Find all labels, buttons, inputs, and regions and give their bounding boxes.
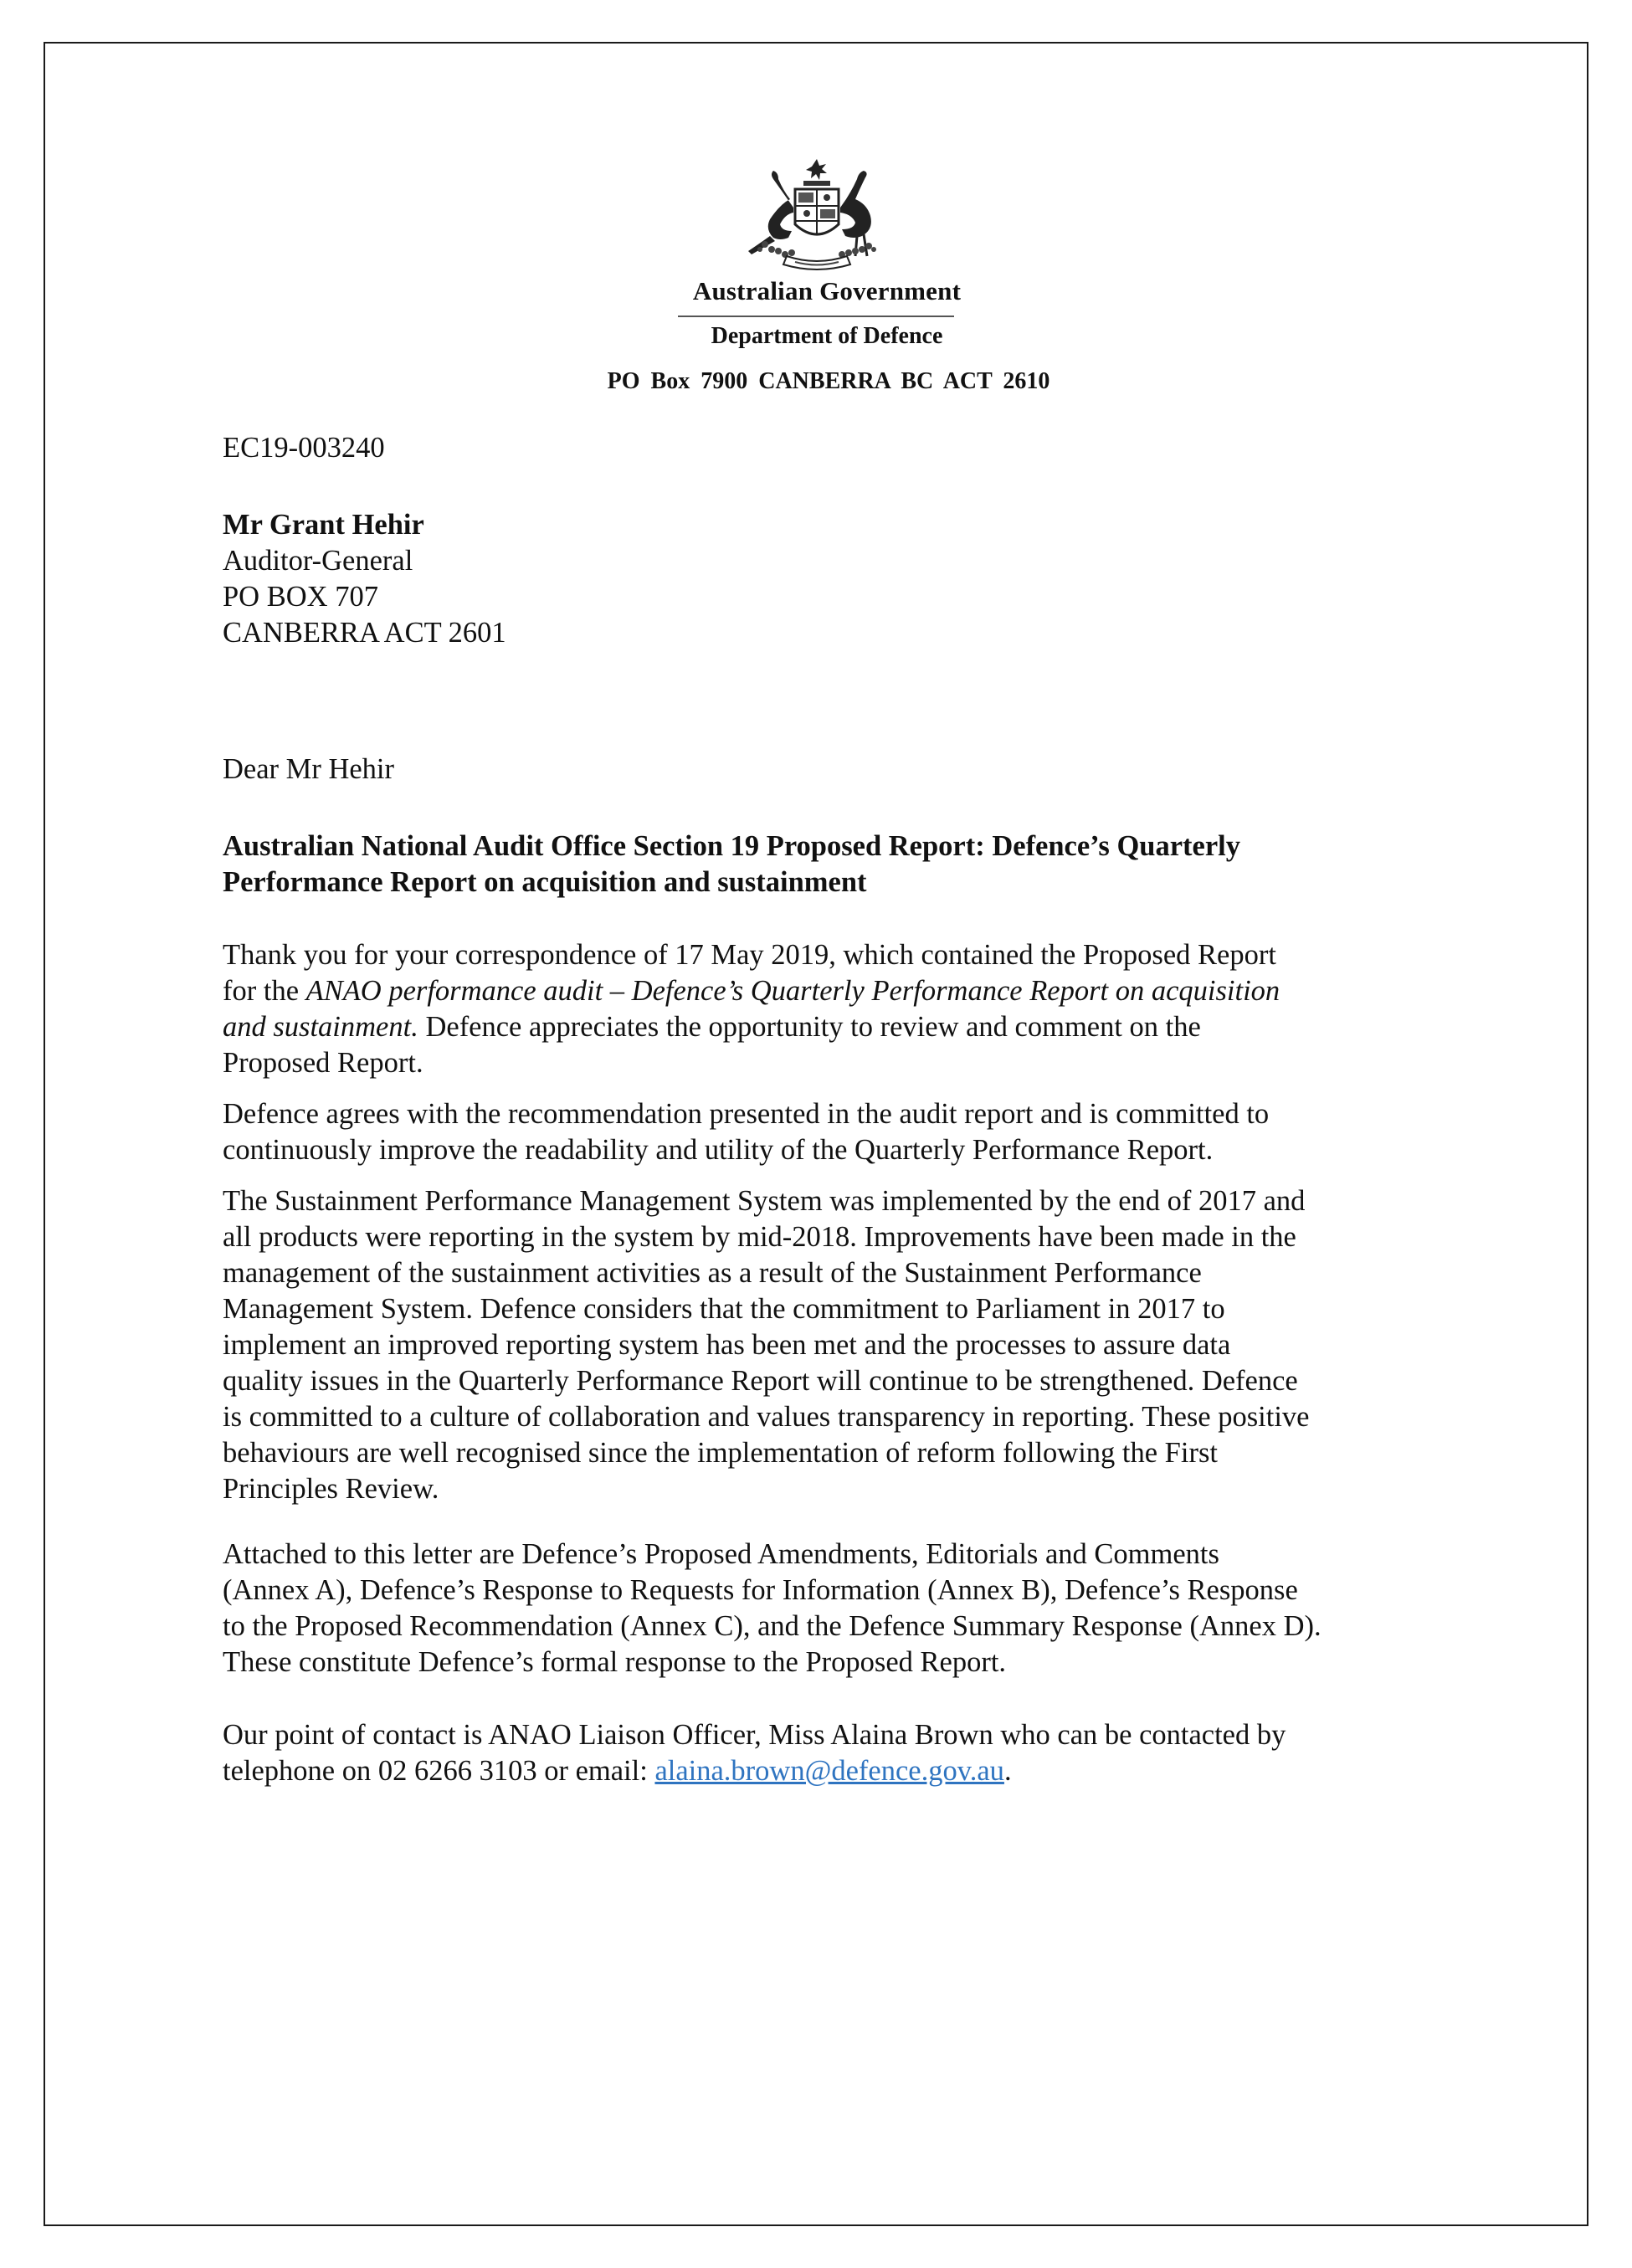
contact-email-link[interactable]: alaina.brown@defence.gov.au: [654, 1755, 1004, 1787]
paragraph-text: for the: [223, 975, 306, 1007]
paragraph-line: (Annex A), Defence’s Response to Requests for Information (Annex B), Defence’s Response: [223, 1574, 1298, 1606]
paragraph-attachments: [223, 1537, 1428, 1680]
paragraph-line: continuously improve the readability and utility of the Quarterly Performance Report.: [223, 1134, 1214, 1166]
government-name: Australian Government: [692, 276, 962, 305]
department-name: Department of Defence: [711, 323, 943, 349]
paragraph-text: Defence appreciates the opportunity to review and comment on the: [418, 1011, 1201, 1043]
paragraph-line: [223, 1753, 1428, 1789]
department-address: PO Box 7900 CANBERRA BC ACT 2610: [607, 368, 1050, 394]
paragraph-contact: [223, 1717, 1428, 1789]
paragraph-line: Defence agrees with the recommendation presented in the audit report and is committed to: [223, 1098, 1270, 1130]
paragraph-line: behaviours are well recognised since the implementation of reform following the First: [223, 1437, 1218, 1469]
paragraph-line: to the Proposed Recommendation (Annex C), and the Defence Summary Response (Annex D).: [223, 1610, 1322, 1642]
paragraph-line: implement an improved reporting system has been met and the processes to assure data: [223, 1329, 1231, 1361]
paragraph-line: These constitute Defence’s formal response to the Proposed Report.: [223, 1646, 1007, 1678]
paragraph-line: Thank you for your correspondence of 17 May 2019, which contained the Proposed Report: [223, 939, 1276, 971]
paragraph-line: quality issues in the Quarterly Performance Report will continue to be strengthened. Defence: [223, 1365, 1298, 1397]
paragraph-line: all products were reporting in the system by mid-2018. Improvements have been made in the: [223, 1221, 1296, 1253]
paragraph-agreement: [223, 1096, 1428, 1168]
paragraph-line: The Sustainment Performance Management System was implemented by the end of 2017 and: [223, 1185, 1306, 1217]
subject-heading: [223, 829, 1428, 901]
addressee-city: CANBERRA ACT 2601: [223, 617, 506, 649]
paragraph-text: .: [1003, 1755, 1012, 1787]
subject-line: Performance Report on acquisition and sustainment: [223, 866, 867, 898]
paragraph-line: Attached to this letter are Defence’s Proposed Amendments, Editorials and Comments: [223, 1538, 1219, 1570]
report-title-italic: ANAO performance audit – Defence’s Quarterly Performance Report on acquisition: [305, 975, 1280, 1007]
paragraph-sustainment-system: [223, 1183, 1428, 1507]
paragraph-thanks: [223, 937, 1428, 1081]
paragraph-line: is committed to a culture of collaboration and values transparency in reporting. These positive: [223, 1401, 1310, 1433]
paragraph-line: Management System. Defence considers that the commitment to Parliament in 2017 to: [223, 1293, 1225, 1325]
australian-coat-of-arms-icon: [740, 157, 894, 273]
subject-line: Australian National Audit Office Section 19 Proposed Report: Defence’s Quarterly: [223, 830, 1240, 862]
addressee-block: [223, 507, 1428, 651]
paragraph-line: [223, 1009, 1428, 1045]
paragraph-line: Our point of contact is ANAO Liaison Officer, Miss Alaina Brown who can be contacted by: [223, 1719, 1286, 1751]
paragraph-line: Principles Review.: [223, 1473, 439, 1505]
report-title-italic: and sustainment.: [223, 1011, 418, 1043]
salutation: Dear Mr Hehir: [223, 753, 394, 785]
addressee-title: Auditor-General: [223, 545, 413, 577]
addressee-name: Mr Grant Hehir: [223, 509, 424, 541]
reference-number: EC19-003240: [223, 432, 385, 464]
paragraph-line: [223, 973, 1428, 1009]
letterhead-divider: [678, 316, 954, 317]
paragraph-text: telephone on 02 6266 3103 or email:: [223, 1755, 655, 1787]
addressee-po-box: PO BOX 707: [223, 581, 378, 613]
paragraph-line: Proposed Report.: [223, 1047, 423, 1079]
paragraph-line: management of the sustainment activities as a result of the Sustainment Performance: [223, 1257, 1202, 1289]
